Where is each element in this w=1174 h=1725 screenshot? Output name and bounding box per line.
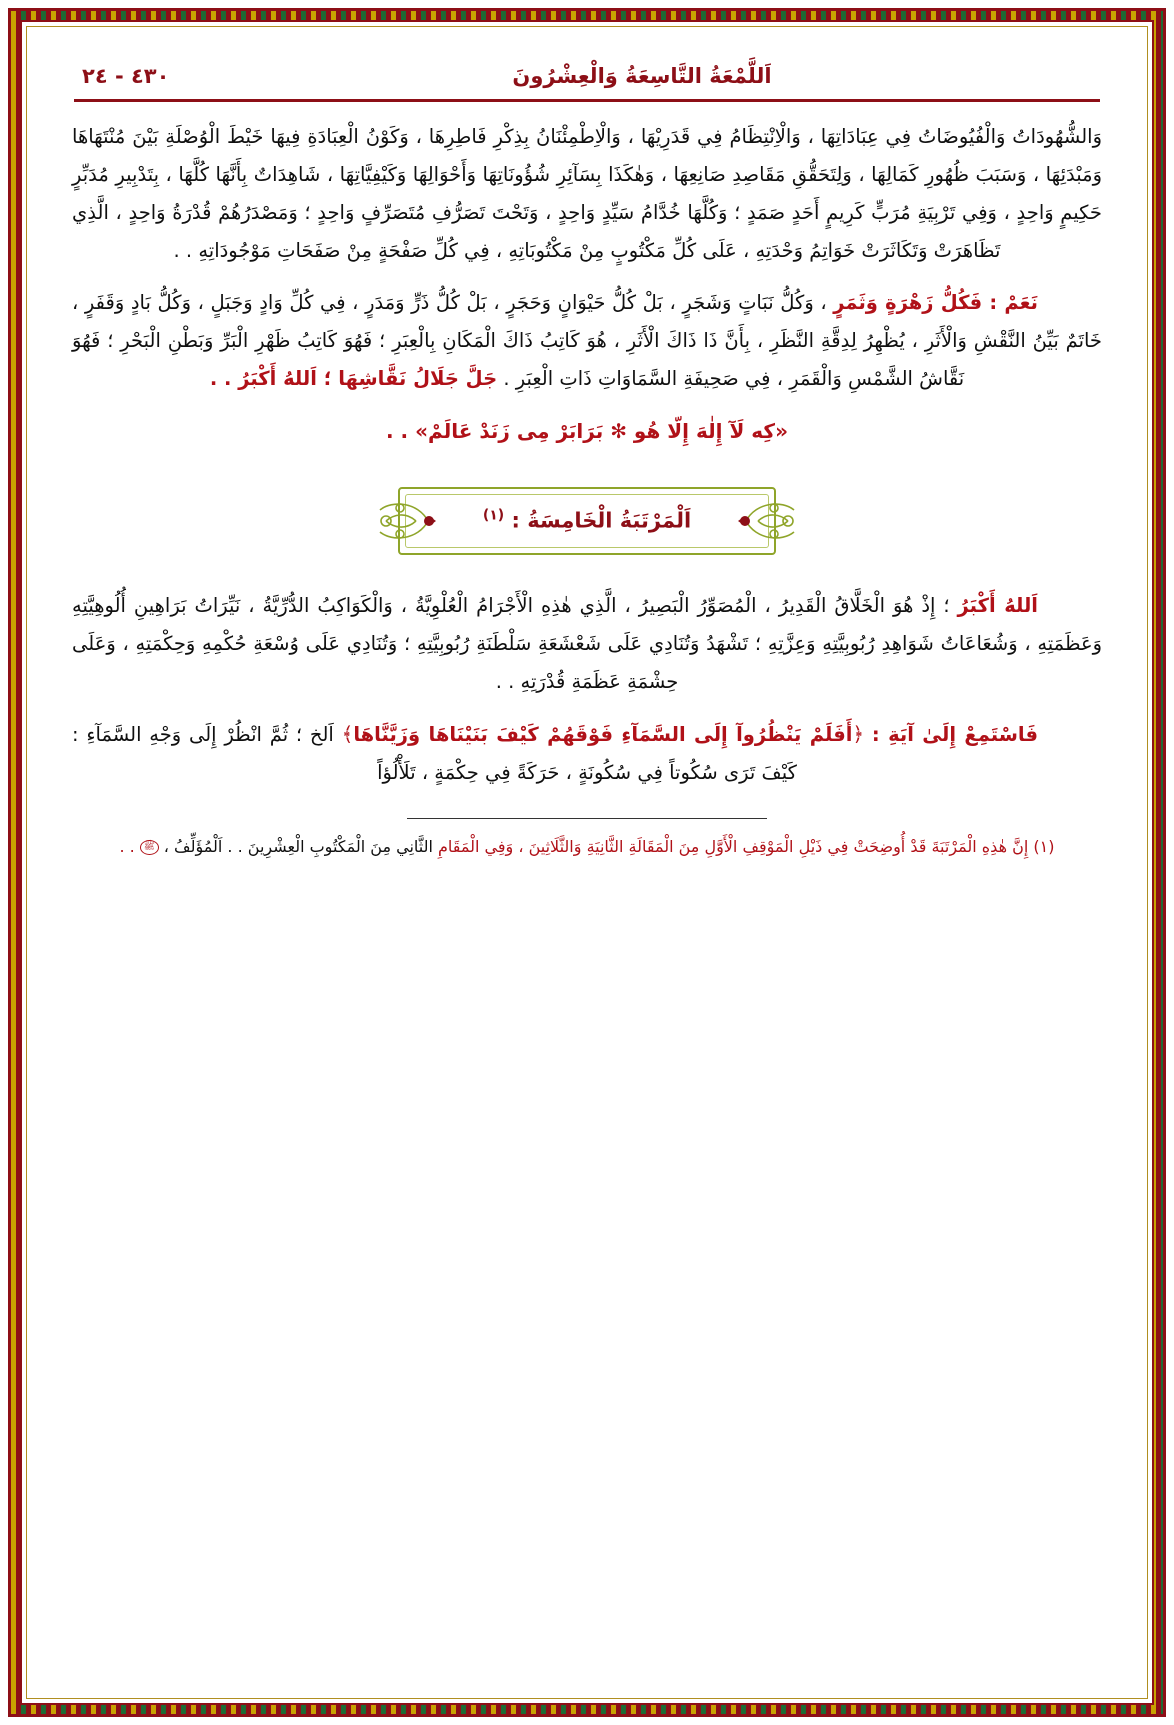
quran-verse: أَفَلَمْ يَنْظُرُوآ إِلَى السَّمَآءِ فَوْقَهُمْ كَيْفَ بَنَيْنَاهَا وَزَيَّنَّاهَا: [353, 723, 853, 747]
paragraph-2-rest: ، وَكُلُّ نَبَاتٍ وَشَجَرٍ ، بَلْ كُلُّ حَيْوَانٍ وَحَجَرٍ ، بَلْ كُلُّ ذَرٍّ وَمَدَرٍ ، فِي كُلِّ وَادٍ وَجَبَلٍ ، وَكُلُّ بَادٍ وَقَفَرٍ ، خَاتَمٌ بَيِّنُ النَّقْشِ وَالْأَثَرِ ، يُظْهِرُ لِدِقَّةِ النَّظَرِ ، بِأَنَّ ذَا ذَاكَ الْأَثَرِ ، هُوَ كَاتِبُ ذَاكَ الْمَكَانِ بِالْعِبَرِ ؛ فَهُوَ كَاتِبُ ظَهْرِ الْبَرِّ وَبَطْنِ الْبَحْرِ ؛ فَهُوَ نَقَّاشُ الشَّمْسِ وَالْقَمَرِ ، فِي صَحِيفَةِ السَّمَاوَاتِ ذَاتِ الْعِبَرِ .: [72, 291, 1102, 391]
section-heading-text: اَلْمَرْتَبَةُ الْخَامِسَةُ :: [511, 508, 692, 533]
section-heading-footnote-marker: (١): [482, 507, 505, 524]
section-heading-ornament: [372, 473, 802, 569]
paragraph-2-lead: نَعَمْ : فَكُلُّ زَهْرَةٍ وَثَمَرٍ: [833, 291, 1039, 315]
paragraph-3: [72, 587, 1102, 701]
section-heading: [372, 501, 802, 542]
page-header: [68, 64, 1106, 88]
paragraph-4-rest: اَلخ ؛ ثُمَّ انْظُرْ إِلَى وَجْهِ السَّمَآءِ : كَيْفَ تَرَى سُكُوتاً فِي سُكُونَةٍ ، حَرَكَةً فِي حِكْمَةٍ ، تَلَأْلُؤاً: [72, 723, 797, 785]
pbuh-seal-icon: ﷺ: [140, 840, 159, 855]
verse-close-mark-icon: ﴾: [341, 722, 354, 747]
paragraph-2: [72, 284, 1102, 398]
page-content: [34, 34, 1140, 1691]
paragraph-4: [72, 715, 1102, 792]
footnote-text-2: الثَّانِي مِنَ الْمَكْتُوبِ الْعِشْرِينَ . . اَلْمُؤَلِّفُ ،: [158, 837, 433, 857]
header-divider-rule: [74, 99, 1100, 102]
paragraph-3-lead: اَللهُ أَكْبَرُ: [957, 594, 1038, 618]
persian-couplet: «كِه لَآ إِلٰهَ إِلّا هُو ✻ بَرَابَرْ مِى زَنَدْ عَالَمْ» . .: [385, 419, 788, 444]
page-number: ٤٣٠ - ٢٤: [82, 64, 170, 88]
footnote-text-3: . .: [119, 837, 140, 857]
footnote-text-1: إِنَّ هٰذِهِ الْمَرْتَبَةَ قَدْ أُوضِحَتْ فِي ذَيْلِ الْمَوْقِفِ الْأَوَّلِ مِنَ الْمَقَالَةِ الثَّانِيَةِ وَالثَّلَاثِينَ ، وَفِي الْمَقَامِ: [438, 837, 1029, 857]
main-text-body: [68, 118, 1106, 792]
footnote-block: [68, 831, 1106, 863]
footnote-marker: (١): [1033, 837, 1055, 857]
verse-open-mark-icon: ﴿: [852, 722, 865, 747]
footnote-separator: [407, 818, 767, 819]
paragraph-1: وَالشُّهُودَاتُ وَالْفُيُوضَاتُ فِي عِبَادَاتِهَا ، وَالْاِنْتِظَامُ فِي قَدَرِيْهَا ، وَالْاِطْمِئْنَانُ بِذِكْرِ فَاطِرِهَا ، وَكَوْنُ الْعِبَادَةِ فِيهَا خَيْطَ الْوُصْلَةِ بَيْنَ مُنْتَهَاهَا وَمَبْدَئِهَا ، وَسَبَبَ ظُهُورِ كَمَالِهَا ، وَلِتَحَقُّقِ مَقَاصِدِ صَانِعِهَا ، وَهٰكَذَا بِسَآئِرِ شُؤُونَاتِهَا وَأَحْوَالِهَا وَكَيْفِيَّاتِهَا ، شَاهِدَاتٌ بِأَنَّهَا كُلَّهَا ، بِتَدْبِيرِ مُدَبِّرٍ حَكِيمٍ وَاحِدٍ ، وَفِي تَرْبِيَةِ مُرَبٍّ كَرِيمٍ أَحَدٍ صَمَدٍ ؛ وَكُلَّهَا خُدَّامُ سَيِّدٍ وَاحِدٍ ، وَتَحْتَ تَصَرُّفِ مُتَصَرِّفٍ وَاحِدٍ ؛ وَمَصْدَرُهُمْ قُدْرَةُ وَاحِدٍ ، الَّذِي تَظَاهَرَتْ وَتَكَاثَرَتْ خَوَاتِمُ وَحْدَتِهِ ، عَلَى كُلِّ مَكْتُوبٍ مِنْ مَكْتُوبَاتِهِ ، فِي كُلِّ صَفْحَةٍ مِنْ صَفَحَاتِ مَوْجُودَاتِهِ . .: [72, 125, 1102, 263]
paragraph-3-rest: ؛ إِذْ هُوَ الْخَلَّاقُ الْقَدِيرُ ، الْمُصَوِّرُ الْبَصِيرُ ، الَّذِي هٰذِهِ الْأَجْرَامُ الْعُلْوِيَّةُ ، وَالْكَوَاكِبُ الدُّرِّيَّةُ ، نَيِّرَاتُ بَرَاهِينِ أُلُوهِيَّتِهِ وَعَظَمَتِهِ ، وَشُعَاعَاتُ شَوَاهِدِ رُبُوبِيَّتِهِ وَعِزَّتِهِ ؛ تَشْهَدُ وَتُنَادِي عَلَى شَعْشَعَةِ سَلْطَنَةِ رُبُوبِيَّتِهِ ؛ وَتُنَادِي عَلَى وُسْعَةِ حُكْمِهِ وَحِكْمَتِهِ ، وَعَلَى حِشْمَةِ عَظَمَةِ قُدْرَتِهِ . .: [72, 594, 1102, 694]
paragraph-2-red-tail: جَلَّ جَلَالُ نَقَّاشِهَا ؛ اَللهُ أَكْبَرُ . .: [209, 367, 498, 391]
paragraph-4-lead: فَاسْتَمِعْ إِلَىٰ آيَةِ :: [871, 723, 1038, 747]
chapter-title: اَللَّمْعَةُ التَّاسِعَةُ وَالْعِشْرُونَ: [512, 64, 772, 88]
